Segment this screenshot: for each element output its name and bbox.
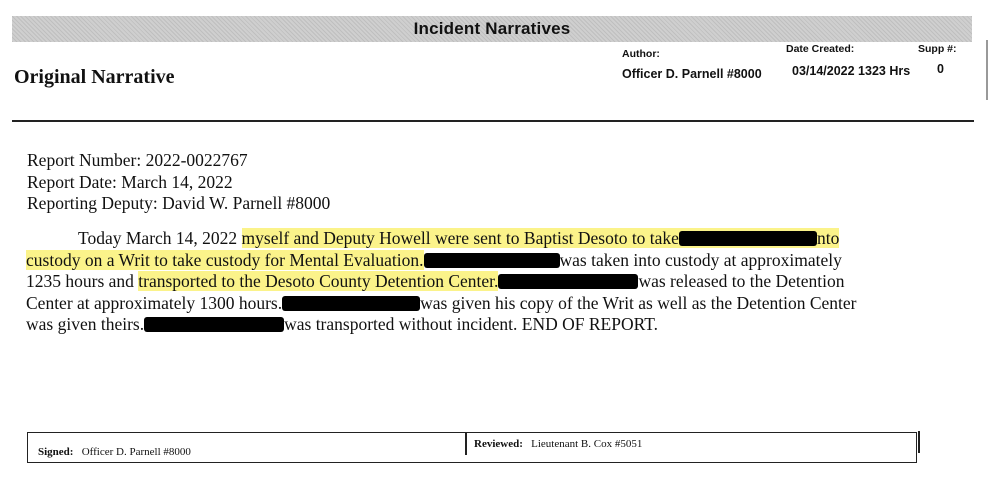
report-number: Report Number: 2022-0022767	[27, 150, 248, 170]
narrative-text: was taken into custody at approximately	[559, 249, 842, 270]
highlighted-text	[242, 228, 840, 248]
signed-label: Signed:	[38, 446, 74, 458]
signed-field	[38, 446, 191, 458]
section-banner	[12, 16, 972, 42]
narrative-text: was released to the Detention	[638, 271, 845, 291]
narrative-text: 1235 hours and	[26, 271, 139, 291]
reviewed-field	[474, 438, 642, 450]
section-title: Original Narrative	[14, 66, 175, 88]
narrative-text: myself and Deputy Howell were sent to Baptist Desoto to take	[241, 228, 679, 248]
signature-footer	[27, 432, 917, 463]
narrative-text: Today March 14, 2022	[78, 228, 242, 248]
redaction-block	[282, 296, 420, 311]
reporting-deputy: Reporting Deputy: David W. Parnell #8000	[27, 193, 331, 213]
narrative-line	[26, 314, 978, 336]
date-created-value: 03/14/2022 1323 Hrs	[792, 64, 911, 78]
highlighted-text: custody on a Writ to take custody for Mental Evaluation.	[26, 249, 424, 270]
date-created-label: Date Created:	[786, 43, 855, 55]
report-date: Report Date: March 14, 2022	[27, 172, 233, 192]
supp-label: Supp #:	[918, 43, 957, 55]
narrative-line	[78, 228, 978, 250]
banner-title: Incident Narratives	[413, 19, 571, 38]
reviewed-value: Lieutenant B. Cox #5051	[531, 438, 643, 450]
redaction-block	[144, 317, 284, 332]
narrative-text: was given theirs.	[26, 314, 145, 334]
narrative-text: Center at approximately 1300 hours.	[26, 292, 283, 313]
author-value: Officer D. Parnell #8000	[622, 67, 762, 81]
footer-end-mark	[918, 431, 920, 453]
redaction-block	[498, 274, 638, 289]
narrative-text: was given his copy of the Writ as well as the Detention Center	[420, 292, 857, 313]
narrative-line	[26, 250, 978, 272]
narrative-text: was transported without incident. END OF REPORT.	[284, 314, 658, 334]
header-divider	[12, 120, 974, 122]
author-label: Author:	[622, 48, 660, 60]
highlighted-text: transported to the Desoto County Detention Center.	[138, 271, 499, 291]
footer-divider	[465, 433, 467, 455]
redaction-block	[679, 231, 817, 246]
redaction-block	[424, 253, 560, 268]
narrative-line	[26, 271, 978, 293]
reviewed-label: Reviewed:	[474, 438, 523, 450]
narrative-line	[26, 293, 978, 315]
narrative-paragraph	[26, 228, 978, 336]
supp-value: 0	[937, 62, 944, 76]
margin-bar	[986, 40, 988, 100]
signed-value: Officer D. Parnell #8000	[81, 446, 191, 458]
narrative-text: nto	[816, 228, 840, 248]
